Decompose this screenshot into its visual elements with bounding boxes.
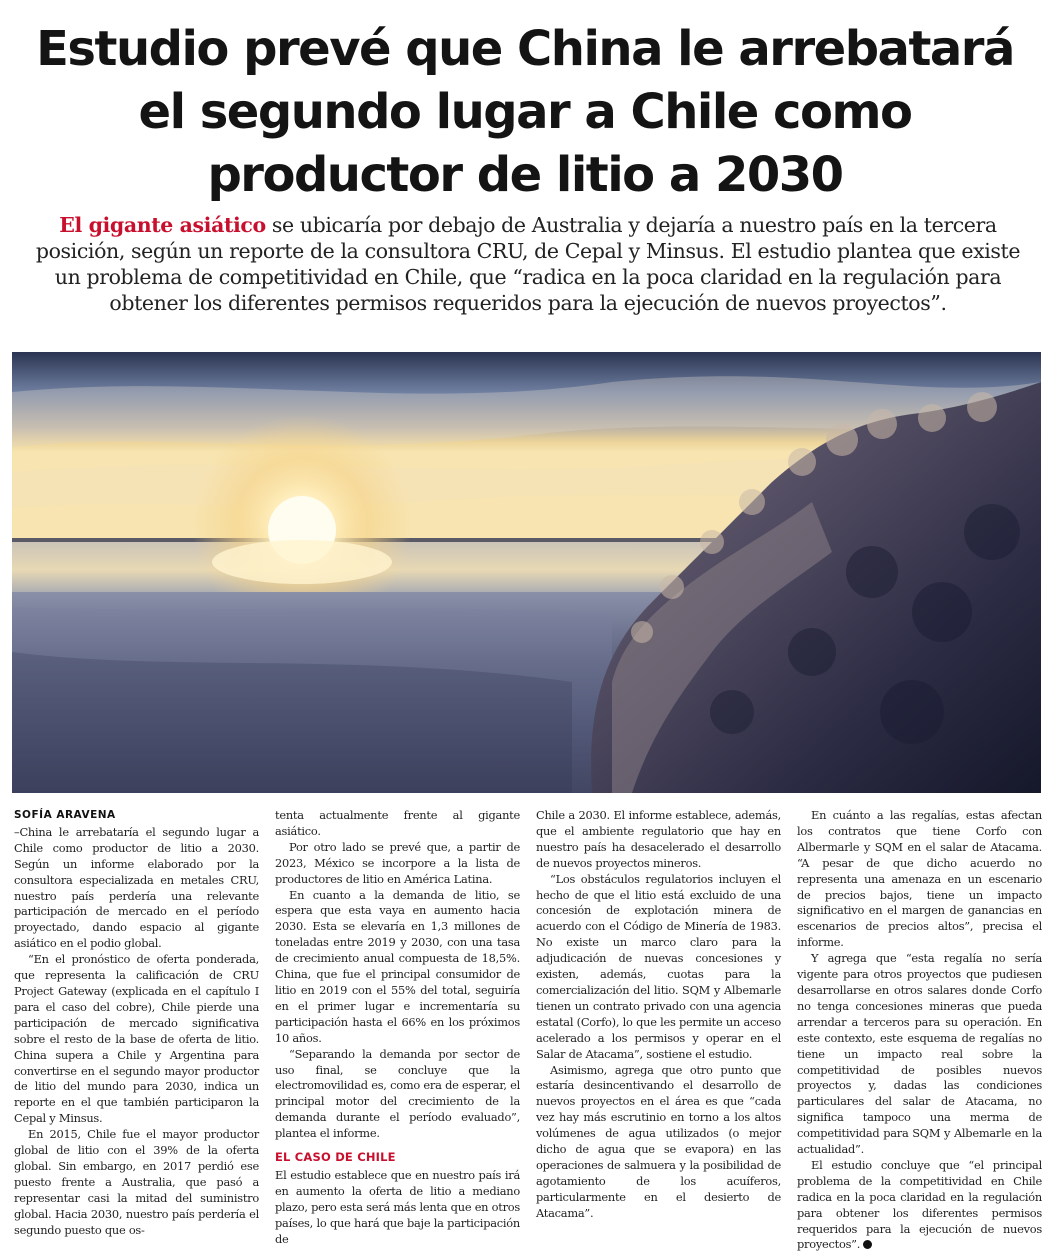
paragraph: –China le arrebataría el segundo lugar a Chile como productor de litio a 2030. Según un informe elaborado por la consultora especializada en metales CRU, nuestro país perdería una relevante participación de mercado en el período proyectado, dando espacio al gigante asiático en el podio global. — [14, 824, 259, 951]
headline: Estudio prevé que China le arrebatará el segundo lugar a Chile como productor de litio a 2030 — [36, 21, 1014, 203]
column-2 — [275, 808, 520, 1246]
paragraph: En cuanto a la demanda de litio, se espera que esta vaya en aumento hacia 2030. Esta se elevaría en 1,3 millones de toneladas entre 2019 y 2030, con una tasa de crecimiento anual compuesta de 18,5%. China, que fue el principal consumidor de litio en 2019 con el 55% del total, seguiría en el primer lugar e incrementaría su participación hasta el 66% en los próximos 10 años. — [275, 887, 520, 1045]
column-1 — [14, 808, 259, 1237]
lead-kicker: El gigante asiático — [59, 213, 266, 237]
closing-text: El estudio concluye que “el principal problema de la competitividad en Chile radica en la poca claridad en la regulación para obtener los diferentes permisos requeridos para la ejecución de nuevos proyectos”. — [797, 1157, 1042, 1252]
column-3 — [536, 808, 781, 1218]
paragraph: En 2015, Chile fue el mayor productor global de litio con el 39% de la oferta global. Sin embargo, en 2017 perdió ese puesto frente a Australia, que pasó a representar casi la mitad del suministro global. Hacia 2030, nuestro país perdería el segundo puesto que os- — [14, 1127, 259, 1237]
paragraph — [797, 1158, 1042, 1253]
paragraph: El estudio establece que en nuestro país irá en aumento la oferta de litio a mediano plazo, pero esta será más lenta que en otros países, lo que hará que baje la participación de — [275, 1167, 520, 1246]
paragraph: Y agrega que “esta regalía no sería vigente para otros proyectos que pudiesen desarrollarse en otros salares donde Corfo no tenga concesiones mineras que pueda arrendar a terceros para su operación. En este contexto, este esquema de regalías no tiene un impacto real sobre la competitividad de posibles nuevos proyectos y, dadas las condiciones particulares del salar de Atacama, no significa tampoco una merma de competitividad para SQM y Albemarle en la actualidad”. — [797, 951, 1042, 1157]
paragraph: Chile a 2030. El informe establece, además, que el ambiente regulatorio que hay en nuestro país ha desacelerado el desarrollo de nuevos proyectos mineros. — [536, 808, 781, 870]
paragraph: Asimismo, agrega que otro punto que estaría desincentivando el desarrollo de nuevos proyectos en el área es que “cada vez hay más escrutinio en torno a los altos volúmenes de agua utilizados (o mejor dicho de agua que se evapora) en las operaciones de salmuera y la posibilidad de agotamiento de los acuíferos, particularmente en el desierto de Atacama”. — [536, 1062, 781, 1220]
salt-flat-illustration — [12, 352, 1041, 793]
paragraph: “Los obstáculos regulatorios incluyen el hecho de que el litio está excluido de una concesión de explotación minera de acuerdo con el Código de Minería de 1983. No existe un marco claro para la adjudicación de nuevas concesiones y existen, además, cuotas para la comercialización del litio. SQM y Albemarle tienen un contrato privado con una agencia estatal (Corfo), lo que les permite un acceso acelerado a los permisos y operar en el Salar de Atacama”, sostiene el estudio. — [536, 871, 781, 1061]
paragraph: En cuánto a las regalías, estas afectan los contratos que tiene Corfo con Albermarle y SQM en el salar de Atacama. “A pesar de que dicho acuerdo no representa una amenaza en un escenario de precios bajos, tiene un impacto significativo en el margen de ganancias en escenarios de precios altos”, precisa el informe. — [797, 808, 1042, 950]
paragraph: Por otro lado se prevé que, a partir de 2023, México se incorpore a la lista de productores de litio en América Latina. — [275, 839, 520, 886]
lead-text: se ubicaría por debajo de Australia y dejaría a nuestro país en la tercera posición, según un reporte de la consultora CRU, de Cepal y Minsus. El estudio plantea que existe un problema de competitividad en Chile, que “radica en la poca claridad en la regulación para obtener los diferentes permisos requeridos para la ejecución de nuevos proyectos”. — [35, 213, 1021, 315]
paragraph: “En el pronóstico de oferta ponderada, que representa la calificación de CRU Project Gateway (explicada en el capítulo I para el caso del cobre), Chile pierde una participación de mercado significativa sobre el resto de la base de oferta de litio. China supera a Chile y Argentina para convertirse en el segundo mayor productor de litio del mundo para 2030, indica un reporte en el que también participaron la Cepal y Minsus. — [14, 952, 259, 1126]
lead-paragraph — [22, 212, 1034, 316]
paragraph: “Separando la demanda por sector de uso final, se concluye que la electromovilidad es, como era de esperar, el principal motor del crecimiento de la demanda durante el período evaluado”, plantea el informe. — [275, 1046, 520, 1141]
byline: SOFÍA ARAVENA — [14, 809, 116, 821]
paragraph: tenta actualmente frente al gigante asiático. — [275, 808, 520, 838]
salt-flat-photo — [12, 352, 1041, 793]
section-subhead: EL CASO DE CHILE — [275, 1150, 396, 1165]
article-body — [14, 808, 1042, 1252]
column-4 — [797, 808, 1042, 1252]
end-of-article-icon — [863, 1240, 872, 1249]
